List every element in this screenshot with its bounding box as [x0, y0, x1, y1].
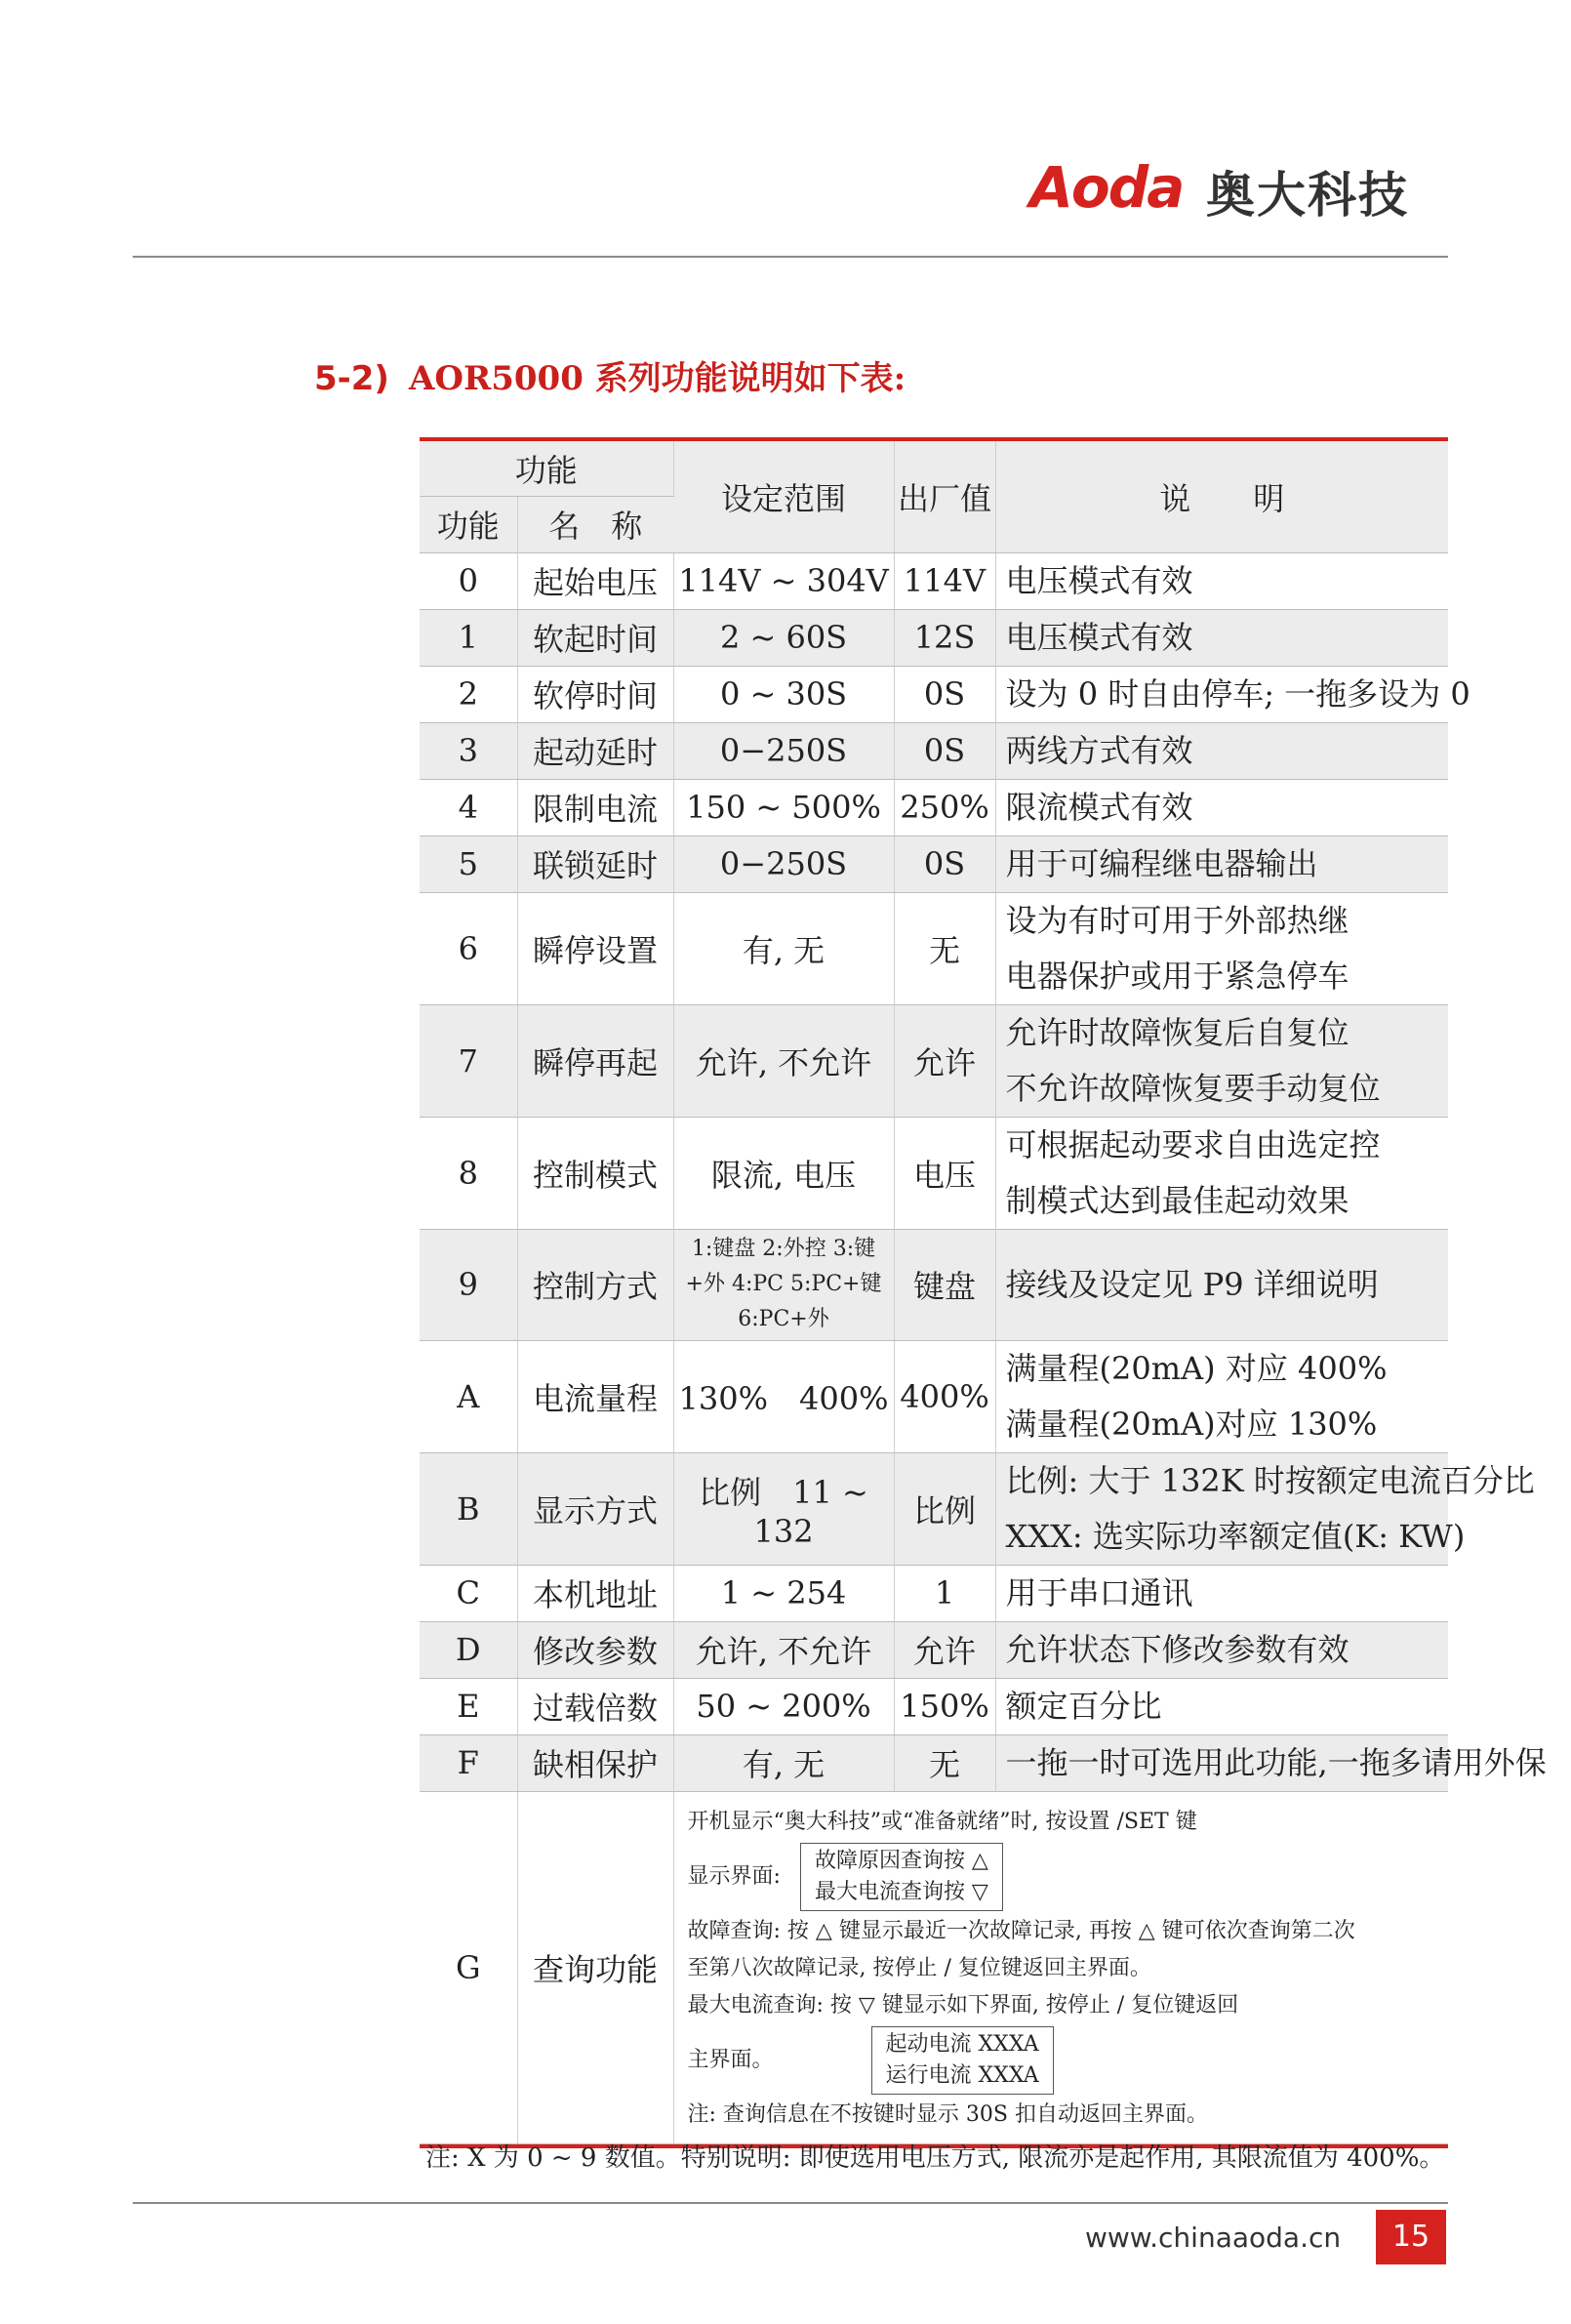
- function-name-cell: 起动延时: [517, 722, 673, 779]
- header-desc: 说 明: [995, 441, 1448, 552]
- query-line: 至第八次故障记录, 按停止 / 复位键返回主界面。: [687, 1955, 1151, 1980]
- table-row: [420, 1678, 1448, 1734]
- setting-range-cell: 2 ~ 60S: [673, 609, 894, 666]
- box-line: 最大电流查询按 ▽: [814, 1879, 988, 1904]
- description-line: 比例: 大于 132K 时按额定电流百分比: [1005, 1461, 1535, 1499]
- function-code-cell: 9: [420, 1229, 517, 1340]
- setting-range-cell: 1 ~ 254: [673, 1565, 894, 1621]
- description-line: 接线及设定见 P9 详细说明: [1005, 1265, 1379, 1303]
- function-name-cell: 软停时间: [517, 666, 673, 722]
- table-row: [420, 1117, 1448, 1229]
- default-value-cell: 比例: [894, 1452, 995, 1565]
- function-code-cell: 4: [420, 779, 517, 836]
- setting-range-cell: 0−250S: [673, 722, 894, 779]
- table-row: [420, 1004, 1448, 1117]
- function-name-cell: 查询功能: [517, 1791, 673, 2143]
- default-value-cell: 12S: [894, 609, 995, 666]
- description-cell: [995, 666, 1470, 722]
- display-label: 显示界面:: [687, 1863, 781, 1889]
- box-line: 起动电流 XXXA: [885, 2031, 1039, 2057]
- header-range: 设定范围: [673, 441, 894, 552]
- table-row: [420, 1452, 1448, 1565]
- description-cell: [995, 1229, 1448, 1340]
- setting-range-cell: 150 ~ 500%: [673, 779, 894, 836]
- description-line: 可根据起动要求自由选定控: [1005, 1125, 1381, 1163]
- function-code-cell: 6: [420, 892, 517, 1004]
- function-name-cell: 软起时间: [517, 609, 673, 666]
- description-line: 电压模式有效: [1005, 561, 1193, 599]
- setting-range-cell: 0−250S: [673, 836, 894, 892]
- query-display-row: [688, 2024, 1449, 2097]
- description-line: 用于可编程继电器输出: [1005, 844, 1318, 882]
- function-name-cell: 限制电流: [517, 779, 673, 836]
- query-display-row: [688, 1841, 1449, 1913]
- setting-range-cell: 有, 无: [673, 892, 894, 1004]
- description-line: 满量程(20mA) 对应 400%: [1005, 1349, 1388, 1387]
- footer-divider: [133, 2202, 1448, 2204]
- function-name-cell: 电流量程: [517, 1340, 673, 1452]
- description-cell: [995, 1621, 1448, 1678]
- description-cell: [995, 1734, 1547, 1791]
- description-cell: [995, 1452, 1535, 1565]
- function-code-cell: 5: [420, 836, 517, 892]
- function-code-cell: D: [420, 1621, 517, 1678]
- setting-range-cell: 允许, 不允许: [673, 1004, 894, 1117]
- box-line: 运行电流 XXXA: [885, 2062, 1039, 2088]
- function-code-cell: 7: [420, 1004, 517, 1117]
- table-row: [420, 552, 1448, 609]
- footnote: 注: X 为 0 ~ 9 数值。特别说明: 即使选用电压方式, 限流亦是起作用, 其限流值为 400%。: [425, 2143, 1445, 2173]
- table-row: [420, 836, 1448, 892]
- table-row: [420, 1565, 1448, 1621]
- query-line: 最大电流查询: 按 ▽ 键显示如下界面, 按停止 / 复位键返回: [687, 1992, 1239, 2018]
- function-code-cell: 1: [420, 609, 517, 666]
- setting-range-cell: 50 ~ 200%: [673, 1678, 894, 1734]
- query-menu-box: [800, 1843, 1003, 1911]
- setting-range-cell: 0 ~ 30S: [673, 666, 894, 722]
- function-table: [420, 437, 1547, 2148]
- function-name-cell: 起始电压: [517, 552, 673, 609]
- description-line: 电器保护或用于紧急停车: [1005, 957, 1349, 995]
- description-cell: [995, 1117, 1448, 1229]
- default-value-cell: 无: [894, 1734, 995, 1791]
- section-number: 5-2): [314, 359, 389, 398]
- function-name-cell: 控制方式: [517, 1229, 673, 1340]
- description-cell: [995, 1565, 1448, 1621]
- description-line: 设为有时可用于外部热继: [1005, 901, 1349, 939]
- header-function: 功能: [420, 441, 673, 496]
- setting-range-cell: 限流, 电压: [673, 1117, 894, 1229]
- default-value-cell: 0S: [894, 666, 995, 722]
- default-value-cell: 键盘: [894, 1229, 995, 1340]
- default-value-cell: 150%: [894, 1678, 995, 1734]
- description-cell: [995, 1340, 1448, 1452]
- function-code-cell: 8: [420, 1117, 517, 1229]
- function-code-cell: C: [420, 1565, 517, 1621]
- function-code-cell: B: [420, 1452, 517, 1565]
- setting-range-cell: 比例 11 ~ 132: [673, 1452, 894, 1565]
- description-cell: [995, 892, 1448, 1004]
- default-value-cell: 114V: [894, 552, 995, 609]
- default-value-cell: 400%: [894, 1340, 995, 1452]
- description-line: 用于串口通讯: [1005, 1573, 1193, 1611]
- current-display-box: [871, 2026, 1054, 2095]
- setting-range-cell: 1:键盘 2:外控 3:键+外 4:PC 5:PC+键 6:PC+外: [673, 1229, 894, 1340]
- description-cell: [995, 552, 1448, 609]
- table-row: [420, 722, 1448, 779]
- table-row-query: [420, 1791, 1448, 2143]
- description-cell: [995, 1678, 1448, 1734]
- description-line: 电压模式有效: [1005, 618, 1193, 656]
- description-line: 满量程(20mA)对应 130%: [1005, 1405, 1378, 1443]
- setting-range-cell: 130% 400%: [673, 1340, 894, 1452]
- header-name: 名 称: [517, 496, 673, 552]
- brand-name-cn: 奥大科技: [1206, 167, 1409, 224]
- default-value-cell: 250%: [894, 779, 995, 836]
- default-value-cell: 允许: [894, 1004, 995, 1117]
- function-code-cell: F: [420, 1734, 517, 1791]
- function-code-cell: A: [420, 1340, 517, 1452]
- query-line: 故障查询: 按 △ 键显示最近一次故障记录, 再按 △ 键可依次查询第二次: [687, 1918, 1355, 1943]
- section-title: [314, 351, 906, 399]
- function-name-cell: 缺相保护: [517, 1734, 673, 1791]
- description-line: 两线方式有效: [1005, 731, 1193, 769]
- table-row: [420, 1734, 1448, 1791]
- description-line: XXX: 选实际功率额定值(K: KW): [1005, 1517, 1466, 1555]
- default-value-cell: 无: [894, 892, 995, 1004]
- description-cell: [995, 722, 1448, 779]
- table-row: [420, 1340, 1448, 1452]
- description-line: 制模式达到最佳起动效果: [1005, 1181, 1349, 1219]
- description-line: 允许状态下修改参数有效: [1005, 1630, 1349, 1668]
- table-row: [420, 609, 1448, 666]
- header-divider: [133, 256, 1448, 258]
- description-cell: [995, 779, 1448, 836]
- function-code-cell: 3: [420, 722, 517, 779]
- query-line: 注: 查询信息在不按键时显示 30S 扣自动返回主界面。: [687, 2101, 1208, 2127]
- description-line: 不允许故障恢复要手动复位: [1005, 1069, 1381, 1107]
- section-title-text: AOR5000 系列功能说明如下表:: [408, 359, 906, 398]
- description-line: 允许时故障恢复后自复位: [1005, 1013, 1349, 1051]
- function-code-cell: 0: [420, 552, 517, 609]
- function-name-cell: 修改参数: [517, 1621, 673, 1678]
- description-cell: [995, 1004, 1448, 1117]
- query-line: 主界面。: [687, 2047, 774, 2072]
- page-number: 15: [1376, 2210, 1446, 2264]
- description-line: 一拖一时可选用此功能,一拖多请用外保: [1005, 1743, 1547, 1781]
- default-value-cell: 电压: [894, 1117, 995, 1229]
- table-row: [420, 892, 1448, 1004]
- table-row: [420, 666, 1448, 722]
- table-row: [420, 779, 1448, 836]
- function-name-cell: 瞬停设置: [517, 892, 673, 1004]
- function-name-cell: 本机地址: [517, 1565, 673, 1621]
- box-line: 故障原因查询按 △: [814, 1848, 988, 1873]
- query-line: 开机显示“奥大科技”或“准备就绪”时, 按设置 /SET 键: [687, 1809, 1197, 1834]
- description-line: 限流模式有效: [1005, 788, 1193, 826]
- setting-range-cell: 114V ~ 304V: [673, 552, 894, 609]
- default-value-cell: 0S: [894, 836, 995, 892]
- function-name-cell: 瞬停再起: [517, 1004, 673, 1117]
- function-name-cell: 显示方式: [517, 1452, 673, 1565]
- setting-range-cell: 有, 无: [673, 1734, 894, 1791]
- default-value-cell: 允许: [894, 1621, 995, 1678]
- setting-range-cell: 允许, 不允许: [673, 1621, 894, 1678]
- description-cell: [995, 609, 1448, 666]
- table-row: [420, 1229, 1448, 1340]
- function-table-grid: [420, 441, 1547, 2144]
- description-line: 额定百分比: [1005, 1687, 1162, 1725]
- header-default: 出厂值: [894, 441, 995, 552]
- default-value-cell: 0S: [894, 722, 995, 779]
- function-code-cell: G: [420, 1791, 517, 2143]
- table-row: [420, 1621, 1448, 1678]
- function-name-cell: 过载倍数: [517, 1678, 673, 1734]
- description-cell: [995, 836, 1448, 892]
- query-description: [673, 1791, 1448, 2143]
- brand-logo: Aoda: [1029, 154, 1184, 221]
- function-name-cell: 联锁延时: [517, 836, 673, 892]
- footer-url: www.chinaaoda.cn: [1085, 2222, 1342, 2254]
- function-code-cell: 2: [420, 666, 517, 722]
- function-name-cell: 控制模式: [517, 1117, 673, 1229]
- function-code-cell: E: [420, 1678, 517, 1734]
- description-line: 设为 0 时自由停车; 一拖多设为 0: [1005, 674, 1470, 713]
- header-function-no: 功能: [420, 496, 517, 552]
- default-value-cell: 1: [894, 1565, 995, 1621]
